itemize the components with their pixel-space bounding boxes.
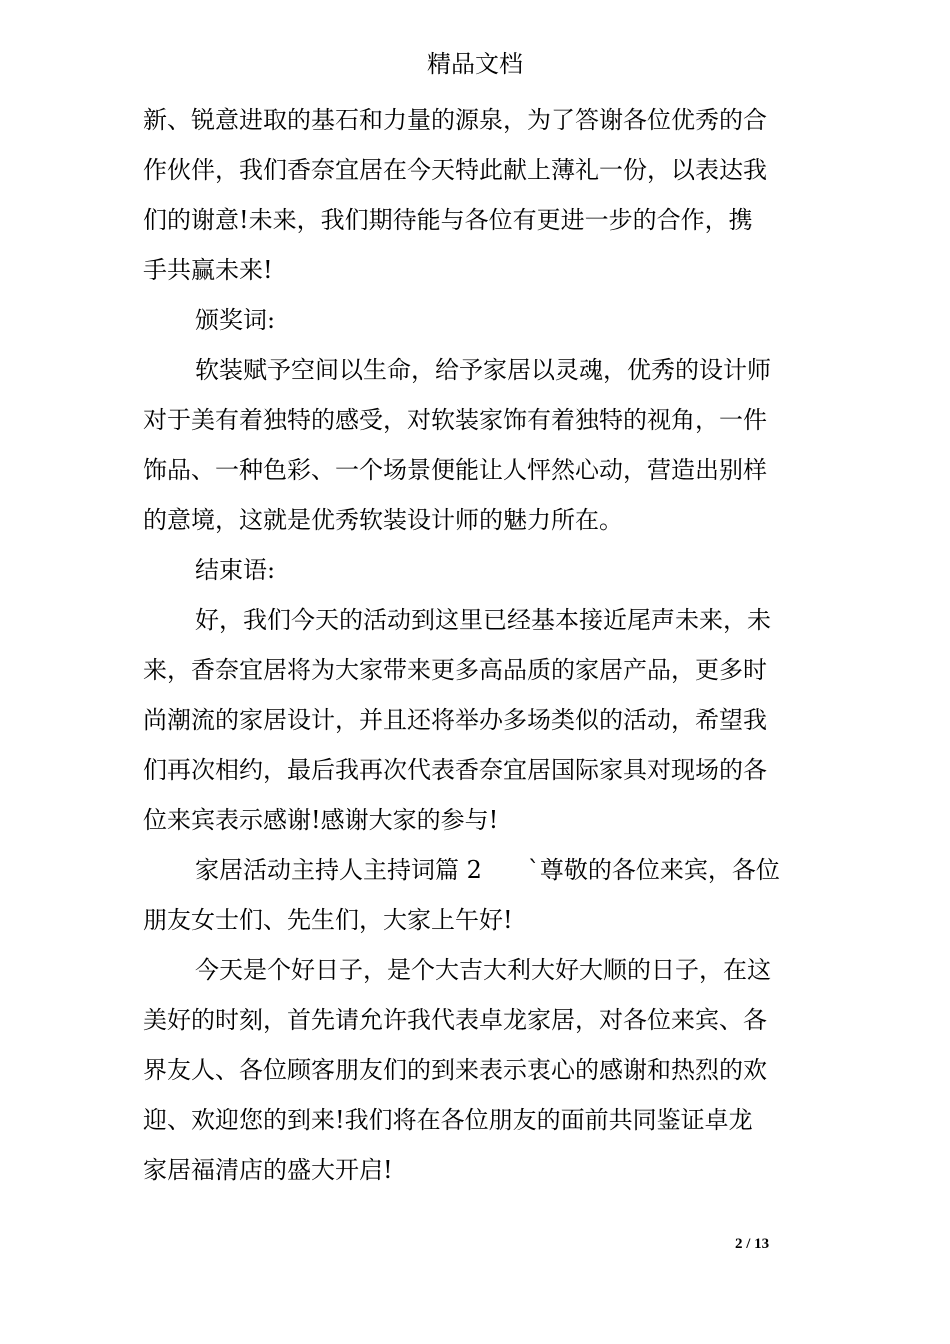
paragraph-line: 手共赢未来! xyxy=(143,256,273,284)
paragraph-line: 们的谢意!未来，我们期待能与各位有更进一步的合作，携 xyxy=(143,206,753,234)
paragraph-line: 们再次相约，最后我再次代表香奈宜居国际家具对现场的各 xyxy=(143,756,767,784)
paragraph-line: 界友人、各位顾客朋友们的到来表示衷心的感谢和热烈的欢 xyxy=(143,1056,767,1084)
greeting-text: `尊敬的各位来宾，各位 xyxy=(527,856,780,884)
section-heading-award-speech: 颁奖词: xyxy=(195,306,276,334)
paragraph-line: 软装赋予空间以生命，给予家居以灵魂，优秀的设计师 xyxy=(195,356,771,384)
paragraph-line: 的意境，这就是优秀软装设计师的魅力所在。 xyxy=(143,506,623,534)
paragraph-line: 朋友女士们、先生们，大家上午好! xyxy=(143,906,513,934)
page-header-title: 精品文档 xyxy=(427,50,523,78)
paragraph-line: 今天是个好日子，是个大吉大利大好大顺的日子，在这 xyxy=(195,956,771,984)
paragraph-line: 新、锐意进取的基石和力量的源泉，为了答谢各位优秀的合 xyxy=(143,106,767,134)
paragraph-line: 好，我们今天的活动到这里已经基本接近尾声未来，未 xyxy=(195,606,771,634)
paragraph-line: 家居福清店的盛大开启! xyxy=(143,1156,393,1184)
paragraph-line xyxy=(143,845,811,895)
document-body xyxy=(143,95,811,1195)
paragraph-line: 迎、欢迎您的到来!我们将在各位朋友的面前共同鉴证卓龙 xyxy=(143,1106,753,1134)
paragraph-line: 位来宾表示感谢!感谢大家的参与! xyxy=(143,806,499,834)
page-number: 2 / 13 xyxy=(735,1236,770,1252)
paragraph-line: 饰品、一种色彩、一个场景便能让人怦然心动，营造出别样 xyxy=(143,456,767,484)
paragraph-line: 尚潮流的家居设计，并且还将举办多场类似的活动，希望我 xyxy=(143,706,767,734)
paragraph-line: 来，香奈宜居将为大家带来更多高品质的家居产品，更多时 xyxy=(143,656,767,684)
paragraph-line: 对于美有着独特的感受，对软装家饰有着独特的视角，一件 xyxy=(143,406,767,434)
paragraph-line: 作伙伴，我们香奈宜居在今天特此献上薄礼一份，以表达我 xyxy=(143,156,767,184)
section-heading-closing: 结束语: xyxy=(195,556,276,584)
article-title: 家居活动主持人主持词篇 2 xyxy=(195,856,482,884)
paragraph-line: 美好的时刻，首先请允许我代表卓龙家居，对各位来宾、各 xyxy=(143,1006,767,1034)
